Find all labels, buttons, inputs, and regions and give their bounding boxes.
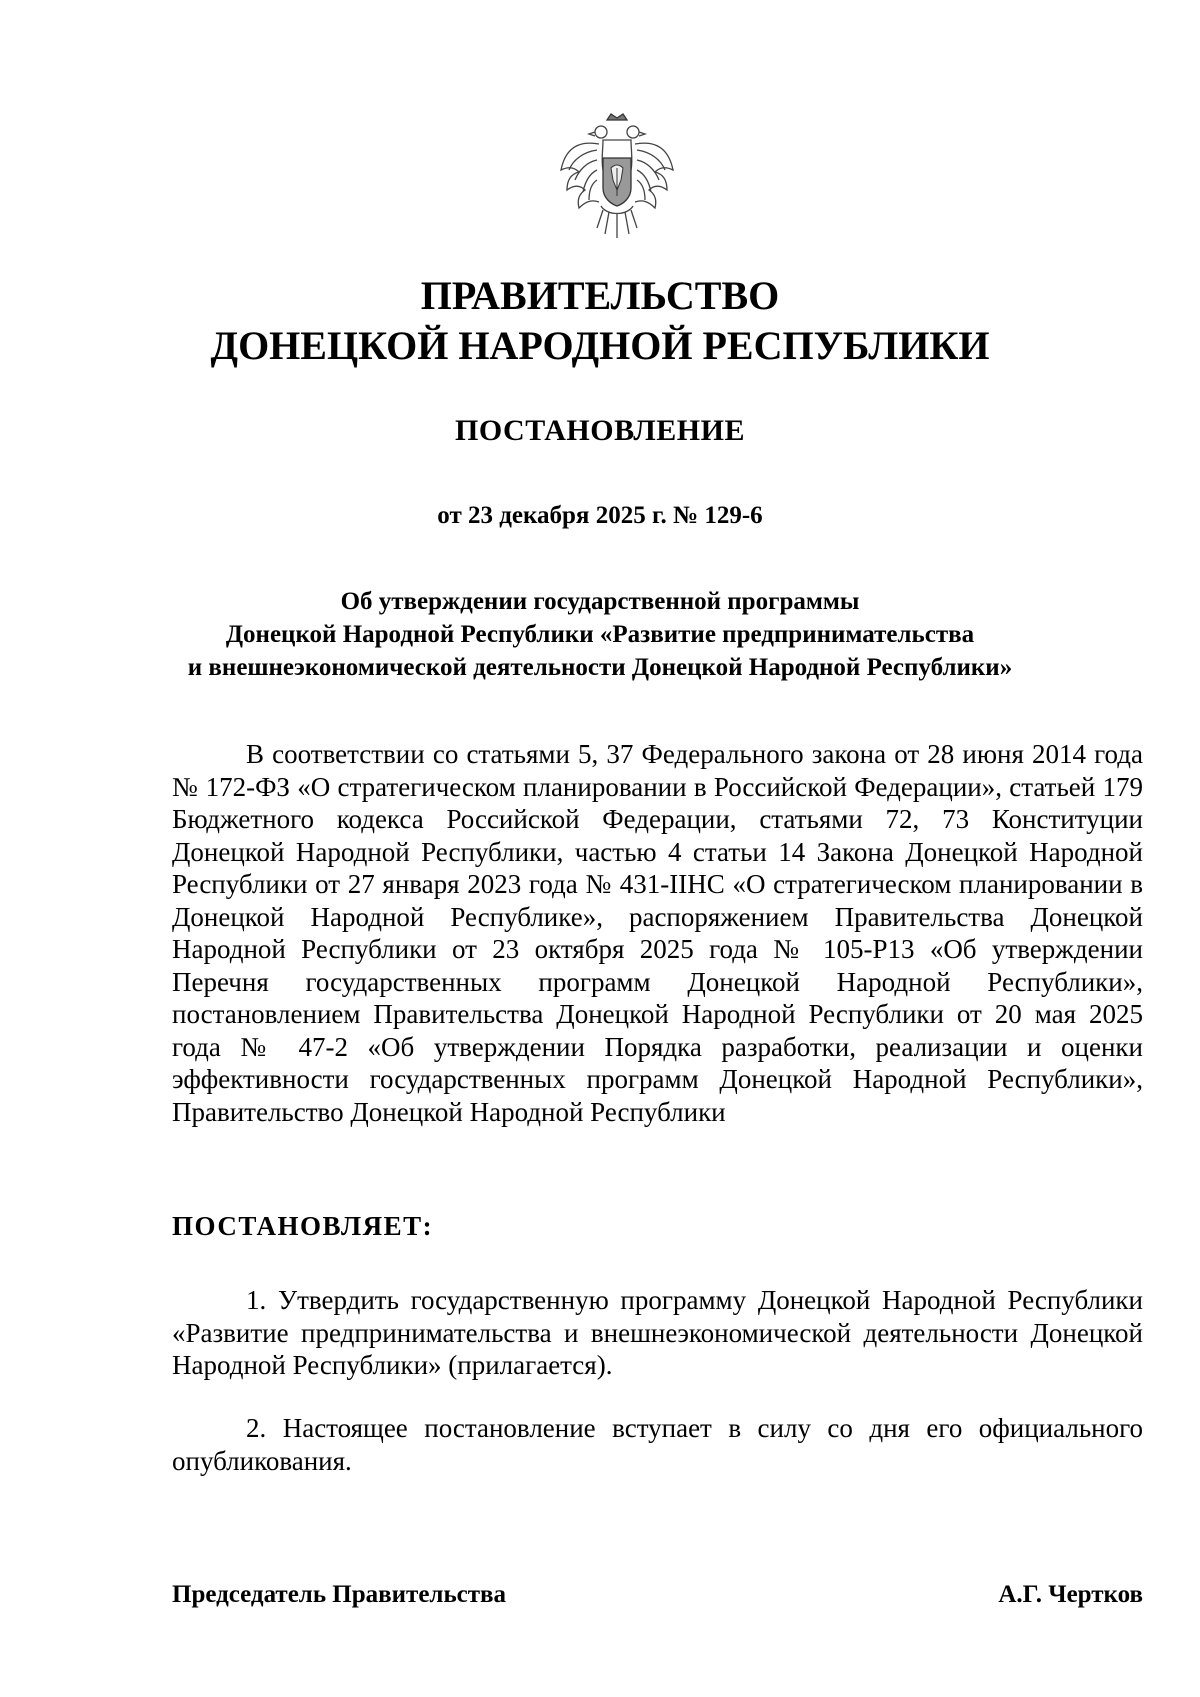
resolution-item-1: 1. Утвердить государственную программу Донецкой Народной Республики «Развитие предпринимательства и внешнеэкономической деятельности Донецкой Народной Республики» (прилагается). xyxy=(172,1285,1143,1380)
document-title xyxy=(0,585,1200,684)
preamble-paragraph: В соответствии со статьями 5, 37 Федерального закона от 28 июня 2014 года № 172-ФЗ «О стратегическом планировании в Российской Федерации», статьей 179 Бюджетного кодекса Российской Федерации, статьями 72, 73 Конституции Донецкой Народной Республики, частью 4 статьи 14 Закона Донецкой Народной Республики от 27 января 2023 года № 431-IIНС «О стратегическом планировании в Донецкой Народной Республике», распоряжением Правительства Донецкой Народной Республики от 23 октября 2025 года № 105-Р13 «Об утверждении Перечня государственных программ Донецкой Народной Республики», постановлением Правительства Донецкой Народной Республики от 20 мая 2025 года № 47-2 «Об утверждении Порядка разработки, реализации и оценки эффективности государственных программ Донецкой Народной Республики», Правительство Донецкой Народной Республики xyxy=(172,739,1143,1127)
resolves-heading: ПОСТАНОВЛЯЕТ: xyxy=(172,1211,434,1241)
coat-of-arms-icon xyxy=(557,110,677,250)
organization-name-line2: ДОНЕЦКОЙ НАРОДНОЙ РЕСПУБЛИКИ xyxy=(210,323,990,368)
document-type: ПОСТАНОВЛЕНИЕ xyxy=(455,414,745,447)
resolution-item-2: 2. Настоящее постановление вступает в силу со дня его официального опубликования. xyxy=(172,1413,1143,1476)
document-title-line3: и внешнеэкономической деятельности Донецкой Народной Республики» xyxy=(187,654,1013,681)
organization-name xyxy=(0,271,1200,371)
document-date-number: от 23 декабря 2025 г. № 129-6 xyxy=(437,502,763,529)
document-title-line2: Донецкой Народной Республики «Развитие предпринимательства xyxy=(225,621,975,648)
signatory-name: А.Г. Чертков xyxy=(998,1581,1143,1608)
signatory-position: Председатель Правительства xyxy=(172,1581,507,1608)
document-title-line1: Об утверждении государственной программы xyxy=(340,588,860,615)
organization-name-line1: ПРАВИТЕЛЬСТВО xyxy=(420,273,780,318)
